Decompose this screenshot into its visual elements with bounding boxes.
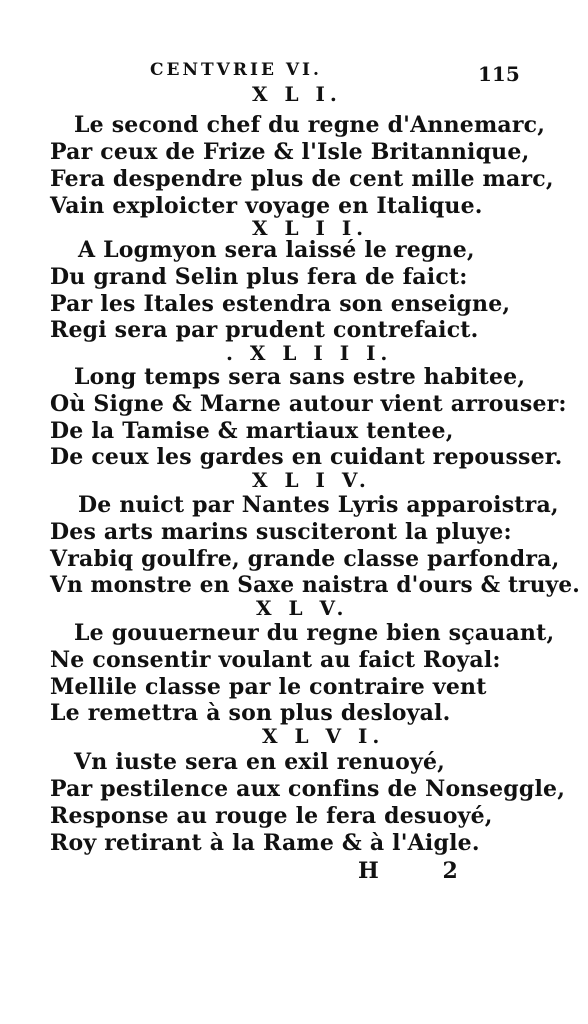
verse-line: Fera despendre plus de cent mille marc, [50, 166, 554, 192]
verse-line: Regi sera par prudent contrefaict. [50, 317, 479, 343]
page-number: 115 [478, 62, 520, 86]
verse-line: Où Signe & Marne autour vient arrouser: [50, 391, 567, 417]
verse-line: Roy retirant à la Rame & à l'Aigle. [50, 830, 480, 856]
verse-line: Vrabiq goulfre, grande classe parfondra, [50, 546, 560, 572]
quatrain-number: X L I I. [252, 216, 369, 240]
verse-line: Le gouuerneur du regne bien sçauant, [74, 620, 555, 646]
verse-line: A Logmyon sera laissé le regne, [78, 237, 475, 263]
signature-mark: H 2 [358, 858, 486, 884]
verse-line: De ceux les gardes en cuidant repousser. [50, 444, 563, 470]
verse-line: Mellile classe par le contraire vent [50, 674, 487, 700]
verse-line: Vain exploicter voyage en Italique. [50, 193, 483, 219]
quatrain-number: X L I. [252, 82, 342, 106]
verse-line: Le second chef du regne d'Annemarc, [74, 112, 546, 138]
verse-line: Long temps sera sans estre habitee, [74, 364, 526, 390]
verse-line: Du grand Selin plus fera de faict: [50, 264, 468, 290]
verse-line: Vn iuste sera en exil renuoyé, [74, 749, 445, 775]
verse-line: Response au rouge le fera desuoyé, [50, 803, 493, 829]
verse-line: Par pestilence aux confins de Nonseggle, [50, 776, 566, 802]
verse-line: Des arts marins susciteront la pluye: [50, 519, 512, 545]
verse-line: Ne consentir voulant au faict Royal: [50, 647, 501, 673]
quatrain-number: X L V I. [262, 724, 385, 748]
verse-line: Par les Itales estendra son enseigne, [50, 291, 511, 317]
quatrain-number: . X L I I I. [226, 341, 393, 365]
quatrain-number: X L V. [256, 596, 349, 620]
verse-line: De la Tamise & martiaux tentee, [50, 418, 454, 444]
verse-line: De nuict par Nantes Lyris apparoistra, [78, 492, 559, 518]
running-title: CENTVRIE VI. [150, 60, 322, 80]
verse-line: Le remettra à son plus desloyal. [50, 700, 451, 726]
verse-line: Par ceux de Frize & l'Isle Britannique, [50, 139, 530, 165]
quatrain-number: X L I V. [252, 468, 371, 492]
verse-line: Vn monstre en Saxe naistra d'ours & truye. [50, 572, 580, 598]
